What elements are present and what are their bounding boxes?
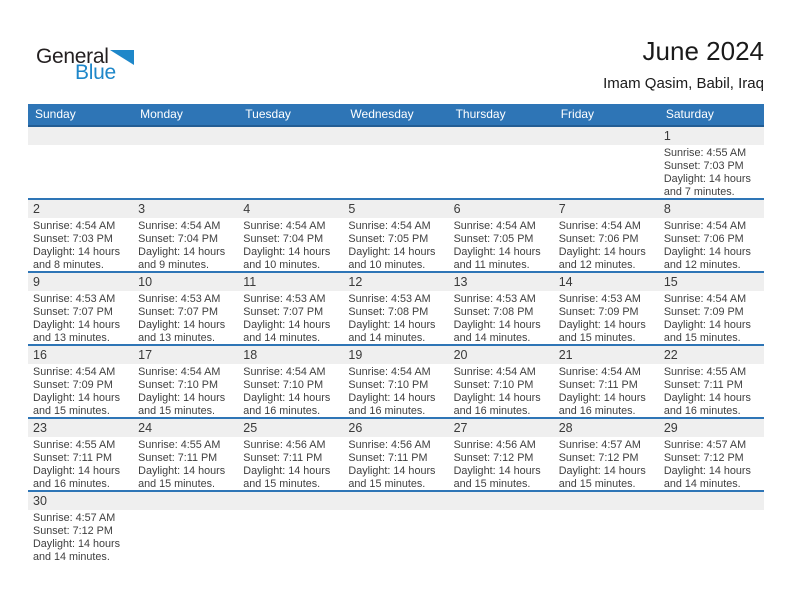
daylight-text-line2: and 16 minutes. (558, 405, 636, 417)
empty-day-cell (343, 510, 448, 563)
daylight-text-line1: Daylight: 14 hours (453, 246, 541, 259)
page-titles (603, 36, 764, 93)
daylight-text-line1: Daylight: 14 hours (348, 392, 436, 405)
empty-day-number (659, 492, 764, 510)
day-number: 8 (663, 202, 671, 216)
daylight-text-line2: and 16 minutes. (33, 478, 110, 490)
sunrise-text: Sunrise: 4:56 AM (243, 439, 326, 451)
sunset-text: Sunset: 7:10 PM (453, 379, 534, 392)
day-cell (133, 291, 238, 344)
sunrise-text: Sunrise: 4:55 AM (33, 439, 116, 451)
empty-day-cell (449, 510, 554, 563)
sunset-text: Sunset: 7:10 PM (243, 379, 324, 392)
week-content-row (28, 145, 764, 198)
daylight-text-line2: and 7 minutes. (663, 186, 735, 198)
day-number: 20 (453, 348, 468, 362)
sunset-text: Sunset: 7:10 PM (348, 379, 429, 392)
sunrise-text: Sunrise: 4:53 AM (558, 293, 641, 305)
day-number-band (28, 346, 764, 364)
daylight-text-line2: and 14 minutes. (453, 332, 531, 344)
empty-day-cell (554, 145, 659, 198)
daylight-text-line2: and 11 minutes. (453, 259, 530, 271)
week-row (28, 346, 764, 419)
daylight-text-line2: and 12 minutes. (663, 259, 741, 271)
daylight-text-line1: Daylight: 14 hours (243, 246, 331, 259)
day-number: 25 (243, 421, 258, 435)
weekday-header-monday: Monday (140, 107, 183, 121)
day-cell (659, 364, 764, 417)
daylight-text-line2: and 16 minutes. (243, 405, 321, 417)
sunrise-text: Sunrise: 4:55 AM (663, 366, 747, 378)
day-cell (238, 437, 343, 490)
day-cell (554, 291, 659, 344)
daylight-text-line1: Daylight: 14 hours (243, 465, 331, 478)
daylight-text-line1: Daylight: 14 hours (558, 465, 646, 478)
day-number: 11 (243, 275, 257, 289)
sunset-text: Sunset: 7:03 PM (33, 233, 113, 246)
day-number: 19 (348, 348, 363, 362)
sunrise-text: Sunrise: 4:57 AM (33, 512, 116, 524)
day-cell (659, 291, 764, 344)
weekday-header-row (28, 104, 764, 127)
day-number: 10 (138, 275, 153, 289)
daylight-text-line1: Daylight: 14 hours (558, 246, 646, 259)
day-cell (554, 437, 659, 490)
daylight-text-line2: and 15 minutes. (138, 478, 215, 490)
day-number-band (28, 200, 764, 218)
daylight-text-line2: and 10 minutes. (243, 259, 321, 271)
week-row (28, 200, 764, 273)
week-row (28, 492, 764, 563)
day-cell (343, 291, 448, 344)
daylight-text-line1: Daylight: 14 hours (453, 319, 541, 332)
sunrise-text: Sunrise: 4:53 AM (348, 293, 431, 305)
logo-text-general: General (36, 45, 109, 68)
day-number-band (28, 273, 764, 291)
day-cell (659, 218, 764, 271)
day-number: 5 (348, 202, 356, 216)
week-row (28, 273, 764, 346)
sunrise-text: Sunrise: 4:54 AM (453, 220, 536, 232)
day-number: 18 (243, 348, 258, 362)
daylight-text-line1: Daylight: 14 hours (33, 319, 121, 332)
daylight-text-line1: Daylight: 14 hours (138, 392, 226, 405)
sunset-text: Sunset: 7:11 PM (663, 379, 743, 392)
day-number: 27 (453, 421, 468, 435)
sunset-text: Sunset: 7:08 PM (348, 306, 429, 319)
daylight-text-line1: Daylight: 14 hours (348, 319, 436, 332)
sunset-text: Sunset: 7:09 PM (663, 306, 744, 319)
sunrise-text: Sunrise: 4:54 AM (558, 366, 641, 378)
daylight-text-line2: and 16 minutes. (348, 405, 426, 417)
empty-day-cell (343, 145, 448, 198)
sunset-text: Sunset: 7:08 PM (453, 306, 534, 319)
sunset-text: Sunset: 7:07 PM (243, 306, 324, 319)
day-number: 14 (558, 275, 573, 289)
day-cell (133, 218, 238, 271)
daylight-text-line2: and 14 minutes. (33, 551, 110, 563)
sunset-text: Sunset: 7:12 PM (33, 525, 113, 538)
sunrise-text: Sunrise: 4:57 AM (558, 439, 641, 451)
day-cell (343, 364, 448, 417)
day-cell (28, 510, 133, 563)
day-number: 12 (348, 275, 363, 289)
empty-day-number (554, 492, 659, 510)
daylight-text-line1: Daylight: 14 hours (243, 319, 331, 332)
sunrise-text: Sunrise: 4:54 AM (243, 220, 326, 232)
day-cell (449, 291, 554, 344)
daylight-text-line2: and 16 minutes. (453, 405, 531, 417)
week-content-row (28, 218, 764, 271)
daylight-text-line1: Daylight: 14 hours (663, 173, 751, 186)
day-number: 3 (138, 202, 146, 216)
daylight-text-line2: and 15 minutes. (663, 332, 741, 344)
empty-day-number (449, 492, 554, 510)
weekday-header-wednesday: Wednesday (350, 107, 414, 121)
weekday-header-thursday: Thursday (455, 107, 506, 121)
week-content-row (28, 437, 764, 490)
sunset-text: Sunset: 7:06 PM (558, 233, 639, 246)
daylight-text-line2: and 15 minutes. (558, 332, 636, 344)
day-number: 30 (33, 494, 47, 508)
sunrise-text: Sunrise: 4:54 AM (663, 293, 747, 305)
week-content-row (28, 510, 764, 563)
day-number-band (28, 419, 764, 437)
empty-day-cell (449, 145, 554, 198)
sunrise-text: Sunrise: 4:56 AM (348, 439, 431, 451)
sunrise-text: Sunrise: 4:54 AM (33, 366, 116, 378)
daylight-text-line2: and 13 minutes. (33, 332, 110, 344)
sunset-text: Sunset: 7:11 PM (33, 452, 113, 465)
daylight-text-line1: Daylight: 14 hours (138, 319, 226, 332)
empty-day-number (343, 492, 448, 510)
day-cell (28, 291, 133, 344)
day-cell (28, 364, 133, 417)
daylight-text-line2: and 14 minutes. (663, 478, 741, 490)
sunrise-text: Sunrise: 4:55 AM (663, 147, 747, 159)
day-cell (449, 218, 554, 271)
day-number: 6 (453, 202, 461, 216)
day-number: 29 (663, 421, 678, 435)
sunrise-text: Sunrise: 4:57 AM (663, 439, 747, 451)
empty-day-cell (133, 510, 238, 563)
daylight-text-line2: and 15 minutes. (453, 478, 531, 490)
sunrise-text: Sunrise: 4:53 AM (138, 293, 221, 305)
daylight-text-line1: Daylight: 14 hours (33, 246, 121, 259)
empty-day-cell (133, 145, 238, 198)
daylight-text-line1: Daylight: 14 hours (663, 246, 751, 259)
sunset-text: Sunset: 7:04 PM (138, 233, 218, 246)
sunrise-text: Sunrise: 4:53 AM (243, 293, 326, 305)
sunset-text: Sunset: 7:07 PM (33, 306, 113, 319)
empty-day-cell (28, 145, 133, 198)
day-number: 28 (558, 421, 573, 435)
daylight-text-line2: and 12 minutes. (558, 259, 636, 271)
sunset-text: Sunset: 7:03 PM (663, 160, 744, 173)
sunrise-text: Sunrise: 4:56 AM (453, 439, 536, 451)
sunset-text: Sunset: 7:11 PM (558, 379, 638, 392)
calendar-table (28, 104, 764, 563)
daylight-text-line2: and 15 minutes. (138, 405, 215, 417)
daylight-text-line2: and 15 minutes. (348, 478, 426, 490)
page-title: June 2024 (642, 36, 764, 66)
sunset-text: Sunset: 7:09 PM (33, 379, 113, 392)
sunset-text: Sunset: 7:11 PM (348, 452, 428, 465)
daylight-text-line2: and 15 minutes. (33, 405, 110, 417)
sunset-text: Sunset: 7:11 PM (138, 452, 218, 465)
daylight-text-line1: Daylight: 14 hours (558, 319, 646, 332)
day-number: 4 (243, 202, 251, 216)
daylight-text-line2: and 10 minutes. (348, 259, 426, 271)
day-number: 21 (558, 348, 573, 362)
daylight-text-line1: Daylight: 14 hours (348, 246, 436, 259)
day-cell (28, 437, 133, 490)
day-cell (343, 437, 448, 490)
daylight-text-line2: and 15 minutes. (243, 478, 321, 490)
day-number: 26 (348, 421, 363, 435)
sunset-text: Sunset: 7:12 PM (663, 452, 744, 465)
empty-day-number (449, 127, 554, 145)
empty-day-number (343, 127, 448, 145)
day-cell (659, 437, 764, 490)
sunset-text: Sunset: 7:10 PM (138, 379, 218, 392)
daylight-text-line1: Daylight: 14 hours (663, 319, 751, 332)
daylight-text-line1: Daylight: 14 hours (33, 392, 121, 405)
daylight-text-line1: Daylight: 14 hours (558, 392, 646, 405)
day-number: 9 (33, 275, 40, 289)
day-number: 22 (663, 348, 678, 362)
day-number: 13 (453, 275, 468, 289)
day-cell (133, 437, 238, 490)
calendar-weeks (28, 127, 764, 563)
daylight-text-line2: and 14 minutes. (243, 332, 321, 344)
logo-text-blue: Blue (75, 61, 116, 84)
daylight-text-line2: and 13 minutes. (138, 332, 215, 344)
empty-day-number (133, 127, 238, 145)
empty-day-cell (238, 510, 343, 563)
day-number: 16 (33, 348, 47, 362)
day-cell (449, 364, 554, 417)
weekday-header-tuesday: Tuesday (245, 107, 291, 121)
sunset-text: Sunset: 7:09 PM (558, 306, 639, 319)
empty-day-cell (554, 510, 659, 563)
sunrise-text: Sunrise: 4:54 AM (33, 220, 116, 232)
day-cell (659, 145, 764, 198)
daylight-text-line2: and 8 minutes. (33, 259, 104, 271)
daylight-text-line1: Daylight: 14 hours (453, 465, 541, 478)
day-number: 17 (138, 348, 153, 362)
sunset-text: Sunset: 7:05 PM (453, 233, 534, 246)
sunrise-text: Sunrise: 4:54 AM (243, 366, 326, 378)
daylight-text-line1: Daylight: 14 hours (663, 465, 751, 478)
daylight-text-line1: Daylight: 14 hours (453, 392, 541, 405)
sunset-text: Sunset: 7:12 PM (558, 452, 639, 465)
daylight-text-line1: Daylight: 14 hours (33, 465, 121, 478)
day-cell (238, 218, 343, 271)
empty-day-number (28, 127, 133, 145)
day-cell (28, 218, 133, 271)
daylight-text-line1: Daylight: 14 hours (138, 465, 226, 478)
day-number: 24 (138, 421, 153, 435)
week-row (28, 127, 764, 200)
weekday-header-friday: Friday (560, 107, 595, 121)
sunset-text: Sunset: 7:04 PM (243, 233, 324, 246)
day-number: 23 (33, 421, 47, 435)
sunrise-text: Sunrise: 4:54 AM (348, 366, 431, 378)
empty-day-cell (238, 145, 343, 198)
sunrise-text: Sunrise: 4:55 AM (138, 439, 221, 451)
weekday-header-saturday: Saturday (665, 107, 714, 121)
sunset-text: Sunset: 7:05 PM (348, 233, 429, 246)
sunrise-text: Sunrise: 4:54 AM (663, 220, 747, 232)
sunrise-text: Sunrise: 4:53 AM (453, 293, 536, 305)
sunset-text: Sunset: 7:12 PM (453, 452, 534, 465)
empty-day-number (238, 492, 343, 510)
day-cell (449, 437, 554, 490)
daylight-text-line2: and 16 minutes. (663, 405, 741, 417)
daylight-text-line1: Daylight: 14 hours (348, 465, 436, 478)
daylight-text-line2: and 9 minutes. (138, 259, 209, 271)
sunrise-text: Sunrise: 4:54 AM (558, 220, 641, 232)
empty-day-number (238, 127, 343, 145)
daylight-text-line1: Daylight: 14 hours (663, 392, 751, 405)
empty-day-cell (659, 510, 764, 563)
daylight-text-line1: Daylight: 14 hours (33, 538, 121, 551)
day-number-band (28, 127, 764, 145)
day-cell (133, 364, 238, 417)
daylight-text-line1: Daylight: 14 hours (138, 246, 226, 259)
day-number: 7 (558, 202, 566, 216)
sunrise-text: Sunrise: 4:54 AM (453, 366, 536, 378)
sunrise-text: Sunrise: 4:54 AM (138, 366, 221, 378)
daylight-text-line2: and 15 minutes. (558, 478, 636, 490)
day-cell (554, 218, 659, 271)
day-cell (238, 291, 343, 344)
day-number: 1 (663, 129, 671, 143)
week-content-row (28, 291, 764, 344)
empty-day-number (133, 492, 238, 510)
sunset-text: Sunset: 7:11 PM (243, 452, 323, 465)
weekday-header-sunday: Sunday (35, 107, 76, 121)
sunrise-text: Sunrise: 4:54 AM (138, 220, 221, 232)
day-cell (343, 218, 448, 271)
general-blue-logo (36, 46, 156, 82)
sunrise-text: Sunrise: 4:54 AM (348, 220, 431, 232)
location-subtitle: Imam Qasim, Babil, Iraq (603, 75, 764, 92)
week-content-row (28, 364, 764, 417)
week-row (28, 419, 764, 492)
sunset-text: Sunset: 7:07 PM (138, 306, 218, 319)
day-cell (238, 364, 343, 417)
empty-day-number (554, 127, 659, 145)
day-number: 15 (663, 275, 678, 289)
sunrise-text: Sunrise: 4:53 AM (33, 293, 116, 305)
day-cell (554, 364, 659, 417)
day-number: 2 (33, 202, 40, 216)
sunset-text: Sunset: 7:06 PM (663, 233, 744, 246)
day-number-band (28, 492, 764, 510)
daylight-text-line2: and 14 minutes. (348, 332, 426, 344)
daylight-text-line1: Daylight: 14 hours (243, 392, 331, 405)
